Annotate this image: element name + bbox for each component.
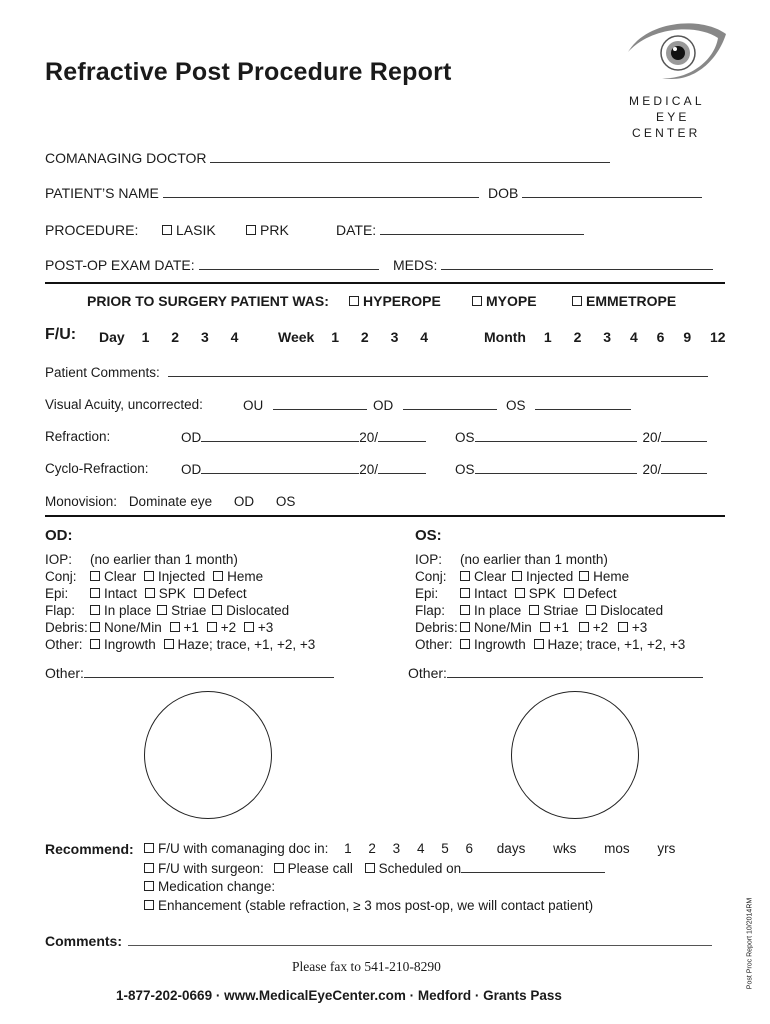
patient-name-label: PATIENT’S NAME: [45, 185, 159, 201]
od-conj-row: [45, 568, 315, 585]
refraction-od-ratio: 20/: [359, 430, 379, 445]
cyclo-os-ratio: 20/: [642, 462, 662, 477]
recommend-fu-comanaging: [144, 841, 675, 856]
fu-number-option[interactable]: 3: [392, 841, 401, 856]
fu-month-group: [484, 329, 726, 345]
os-iop-row[interactable]: [415, 551, 685, 568]
os-debris-plus1[interactable]: +1: [553, 620, 569, 635]
od-other-line-label: Other:: [45, 665, 84, 681]
recommend-label: Recommend:: [45, 841, 134, 857]
od-other-row: [45, 636, 315, 653]
fu-unit-option[interactable]: yrs: [657, 841, 676, 856]
patient-name-field[interactable]: [45, 185, 479, 201]
monovision-row: [45, 494, 295, 509]
fu-week-group: [278, 329, 428, 345]
od-iop-row[interactable]: [45, 551, 315, 568]
monovision-os-option[interactable]: OS: [275, 494, 296, 509]
os-heading: OS:: [415, 527, 442, 544]
os-eye-drawing-circle[interactable]: [511, 691, 639, 819]
recommend-fu-surgeon: [144, 860, 605, 876]
os-exam-block: [415, 551, 685, 653]
date-label: DATE:: [336, 222, 377, 238]
od-eye-drawing-circle[interactable]: [144, 691, 272, 819]
fu-month-option[interactable]: 1: [543, 329, 552, 345]
va-od-field[interactable]: [373, 397, 497, 413]
os-iop-note: (no earlier than 1 month): [460, 552, 608, 567]
os-debris-plus3[interactable]: +3: [631, 620, 648, 635]
fu-unit-option[interactable]: wks: [553, 841, 577, 856]
os-flap-row: [415, 602, 685, 619]
procedure-label: PROCEDURE:: [45, 222, 139, 238]
cyclo-od-field[interactable]: [181, 461, 426, 477]
os-flap-label: Flap:: [415, 603, 446, 618]
od-epi-defect[interactable]: Defect: [207, 586, 247, 601]
od-exam-block: [45, 551, 315, 653]
fu-comanaging-checkbox[interactable]: [144, 843, 154, 853]
hyperope-checkbox[interactable]: [349, 293, 441, 309]
va-os-field[interactable]: [506, 397, 631, 413]
va-ou-label: OU: [243, 398, 264, 413]
os-epi-spk[interactable]: SPK: [528, 586, 556, 601]
myope-checkbox[interactable]: [472, 293, 537, 309]
cyclo-os-label: OS: [455, 462, 475, 477]
os-other-ingrowth[interactable]: Ingrowth: [474, 637, 526, 652]
od-conj-clear[interactable]: Clear: [104, 569, 137, 584]
os-conj-row: [415, 568, 685, 585]
scheduled-on-checkbox[interactable]: [365, 863, 375, 873]
os-debris-label: Debris:: [415, 620, 458, 635]
please-call-checkbox[interactable]: [274, 863, 284, 873]
fu-month-option[interactable]: 12: [710, 329, 726, 345]
od-flap-dislocated[interactable]: Dislocated: [226, 603, 290, 618]
fu-surgeon-label: F/U with surgeon:: [158, 861, 264, 876]
od-epi-row: [45, 585, 315, 602]
divider-middle: [45, 515, 725, 517]
fu-day-option[interactable]: 1: [141, 329, 150, 345]
os-other-row: [415, 636, 685, 653]
cyclo-od-label: OD: [181, 462, 202, 477]
os-debris-row: [415, 619, 685, 636]
cyclo-os-field[interactable]: [455, 461, 707, 477]
comments-label: Comments:: [45, 933, 123, 949]
fu-week-option[interactable]: 2: [360, 329, 369, 345]
od-conj-label: Conj:: [45, 569, 77, 584]
emmetrope-label: EMMETROPE: [586, 293, 677, 309]
recommend-med-change: [144, 879, 275, 894]
recommend-enhancement: [144, 898, 593, 913]
logo-line-1: MEDICAL: [629, 94, 705, 108]
cyclo-refraction-label: Cyclo-Refraction:: [45, 461, 149, 476]
os-flap-striae[interactable]: Striae: [543, 603, 579, 618]
od-other-haze[interactable]: Haze; trace, +1, +2, +3: [177, 637, 316, 652]
os-other-line-field[interactable]: [408, 665, 703, 681]
os-epi-row: [415, 585, 685, 602]
fu-number-option[interactable]: 1: [344, 841, 352, 856]
od-epi-spk[interactable]: SPK: [158, 586, 186, 601]
os-other-line-label: Other:: [408, 665, 447, 681]
od-other-line-field[interactable]: [45, 665, 334, 681]
od-epi-intact[interactable]: Intact: [104, 586, 138, 601]
os-other-label: Other:: [415, 637, 453, 652]
os-debris-plus2[interactable]: +2: [592, 620, 609, 635]
postop-exam-date-label: POST-OP EXAM DATE:: [45, 257, 195, 273]
myope-label: MYOPE: [486, 293, 537, 309]
os-flap-in-place[interactable]: In place: [474, 603, 522, 618]
patient-comments-label: Patient Comments:: [45, 365, 160, 380]
med-change-label: Medication change:: [158, 879, 276, 894]
va-ou-field[interactable]: [243, 397, 367, 413]
fu-day-option[interactable]: 3: [200, 329, 209, 345]
enhancement-label: Enhancement (stable refraction, ≥ 3 mos post-op, we will contact patient): [158, 898, 594, 913]
od-flap-in-place[interactable]: In place: [104, 603, 152, 618]
visual-acuity-label: Visual Acuity, uncorrected:: [45, 397, 203, 412]
od-other-label: Other:: [45, 637, 83, 652]
fu-week-label: Week: [278, 329, 315, 345]
va-os-label: OS: [506, 398, 526, 413]
os-epi-defect[interactable]: Defect: [577, 586, 617, 601]
od-iop-note: (no earlier than 1 month): [90, 552, 238, 567]
os-conj-injected[interactable]: Injected: [526, 569, 574, 584]
refraction-label: Refraction:: [45, 429, 111, 444]
fu-label: F/U:: [45, 326, 77, 343]
medical-eye-center-logo: [622, 22, 734, 142]
refraction-os-field[interactable]: [455, 429, 707, 445]
form-revision-note: Post Proc Report 10/2014RM: [746, 897, 754, 990]
os-epi-intact[interactable]: Intact: [474, 586, 508, 601]
dominate-eye-label: Dominate eye: [128, 494, 213, 509]
monovision-label: Monovision:: [45, 494, 118, 509]
od-flap-row: [45, 602, 315, 619]
dob-field[interactable]: [488, 185, 702, 201]
monovision-od-option[interactable]: OD: [233, 494, 255, 509]
scheduled-on-label: Scheduled on: [378, 861, 462, 876]
fu-comanaging-label: F/U with comanaging doc in:: [158, 841, 329, 856]
cyclo-od-ratio: 20/: [359, 462, 379, 477]
logo-line-2: EYE: [656, 110, 690, 124]
prk-checkbox[interactable]: [246, 222, 289, 238]
fu-number-option[interactable]: 6: [465, 841, 474, 856]
patient-comments-field[interactable]: [45, 364, 708, 380]
os-conj-label: Conj:: [415, 569, 447, 584]
please-call-label: Please call: [287, 861, 353, 876]
fu-month-label: Month: [484, 329, 526, 345]
footer-contact: 1-877-202-0669 · www.MedicalEyeCenter.com · Medford · Grants Pass: [116, 988, 562, 1003]
fu-surgeon-checkbox[interactable]: [144, 863, 154, 873]
fu-day-label: Day: [99, 329, 125, 345]
os-other-haze[interactable]: Haze; trace, +1, +2, +3: [547, 637, 686, 652]
comanaging-doctor-field[interactable]: [45, 150, 610, 166]
comanaging-doctor-label: COMANAGING DOCTOR: [45, 150, 207, 166]
eye-logo-icon: [622, 22, 734, 92]
meds-label: MEDS:: [393, 257, 438, 273]
fu-month-option[interactable]: 4: [629, 329, 638, 345]
dob-label: DOB: [488, 185, 519, 201]
od-flap-striae[interactable]: Striae: [171, 603, 207, 618]
fu-month-option[interactable]: 3: [603, 329, 612, 345]
fax-note: Please fax to 541-210-8290: [292, 959, 441, 974]
meds-field[interactable]: [393, 257, 713, 273]
os-iop-label: IOP:: [415, 552, 443, 567]
enhancement-checkbox[interactable]: [144, 900, 154, 910]
od-debris-none[interactable]: None/Min: [104, 620, 162, 635]
date-field[interactable]: [336, 222, 584, 238]
od-debris-plus1[interactable]: +1: [183, 620, 199, 635]
od-debris-plus2[interactable]: +2: [220, 620, 237, 635]
od-flap-label: Flap:: [45, 603, 76, 618]
page-title: Refractive Post Procedure Report: [45, 58, 452, 86]
fu-week-option[interactable]: 1: [331, 329, 340, 345]
fu-week-option[interactable]: 3: [390, 329, 399, 345]
od-debris-plus3[interactable]: +3: [257, 620, 274, 635]
refraction-od-field[interactable]: [181, 429, 426, 445]
os-conj-heme[interactable]: Heme: [593, 569, 630, 584]
refraction-os-label: OS: [455, 430, 475, 445]
fu-week-option[interactable]: 4: [420, 329, 429, 345]
od-heading: OD:: [45, 527, 73, 544]
os-epi-label: Epi:: [415, 586, 439, 601]
lasik-label: LASIK: [176, 222, 216, 238]
od-debris-row: [45, 619, 315, 636]
od-conj-heme[interactable]: Heme: [227, 569, 264, 584]
fu-number-option[interactable]: 5: [441, 841, 449, 856]
fu-month-option[interactable]: 9: [683, 329, 692, 345]
refraction-od-label: OD: [181, 430, 202, 445]
fu-unit-option[interactable]: days: [496, 841, 526, 856]
os-flap-dislocated[interactable]: Dislocated: [600, 603, 664, 618]
comments-field[interactable]: [45, 933, 712, 949]
os-conj-clear[interactable]: Clear: [474, 569, 507, 584]
fu-month-option[interactable]: 2: [573, 329, 582, 345]
med-change-checkbox[interactable]: [144, 881, 154, 891]
fu-month-option[interactable]: 6: [656, 329, 665, 345]
prk-label: PRK: [260, 222, 289, 238]
od-other-ingrowth[interactable]: Ingrowth: [104, 637, 156, 652]
fu-day-option[interactable]: 4: [230, 329, 239, 345]
fu-unit-option[interactable]: mos: [604, 841, 630, 856]
od-debris-label: Debris:: [45, 620, 88, 635]
fu-day-option[interactable]: 2: [171, 329, 180, 345]
fu-number-option[interactable]: 2: [368, 841, 376, 856]
emmetrope-checkbox[interactable]: [572, 293, 676, 309]
lasik-checkbox[interactable]: [162, 222, 216, 238]
fu-day-group: [99, 329, 238, 345]
refraction-os-ratio: 20/: [642, 430, 662, 445]
fu-number-option[interactable]: 4: [416, 841, 425, 856]
os-debris-none[interactable]: None/Min: [474, 620, 532, 635]
od-conj-injected[interactable]: Injected: [158, 569, 206, 584]
divider-top: [45, 282, 725, 284]
postop-exam-date-field[interactable]: [45, 257, 379, 273]
logo-line-3: CENTER: [632, 126, 701, 140]
va-od-label: OD: [373, 398, 394, 413]
prior-surgery-label: PRIOR TO SURGERY PATIENT WAS:: [87, 293, 329, 309]
hyperope-label: HYPEROPE: [363, 293, 441, 309]
od-iop-label: IOP:: [45, 552, 73, 567]
od-epi-label: Epi:: [45, 586, 69, 601]
